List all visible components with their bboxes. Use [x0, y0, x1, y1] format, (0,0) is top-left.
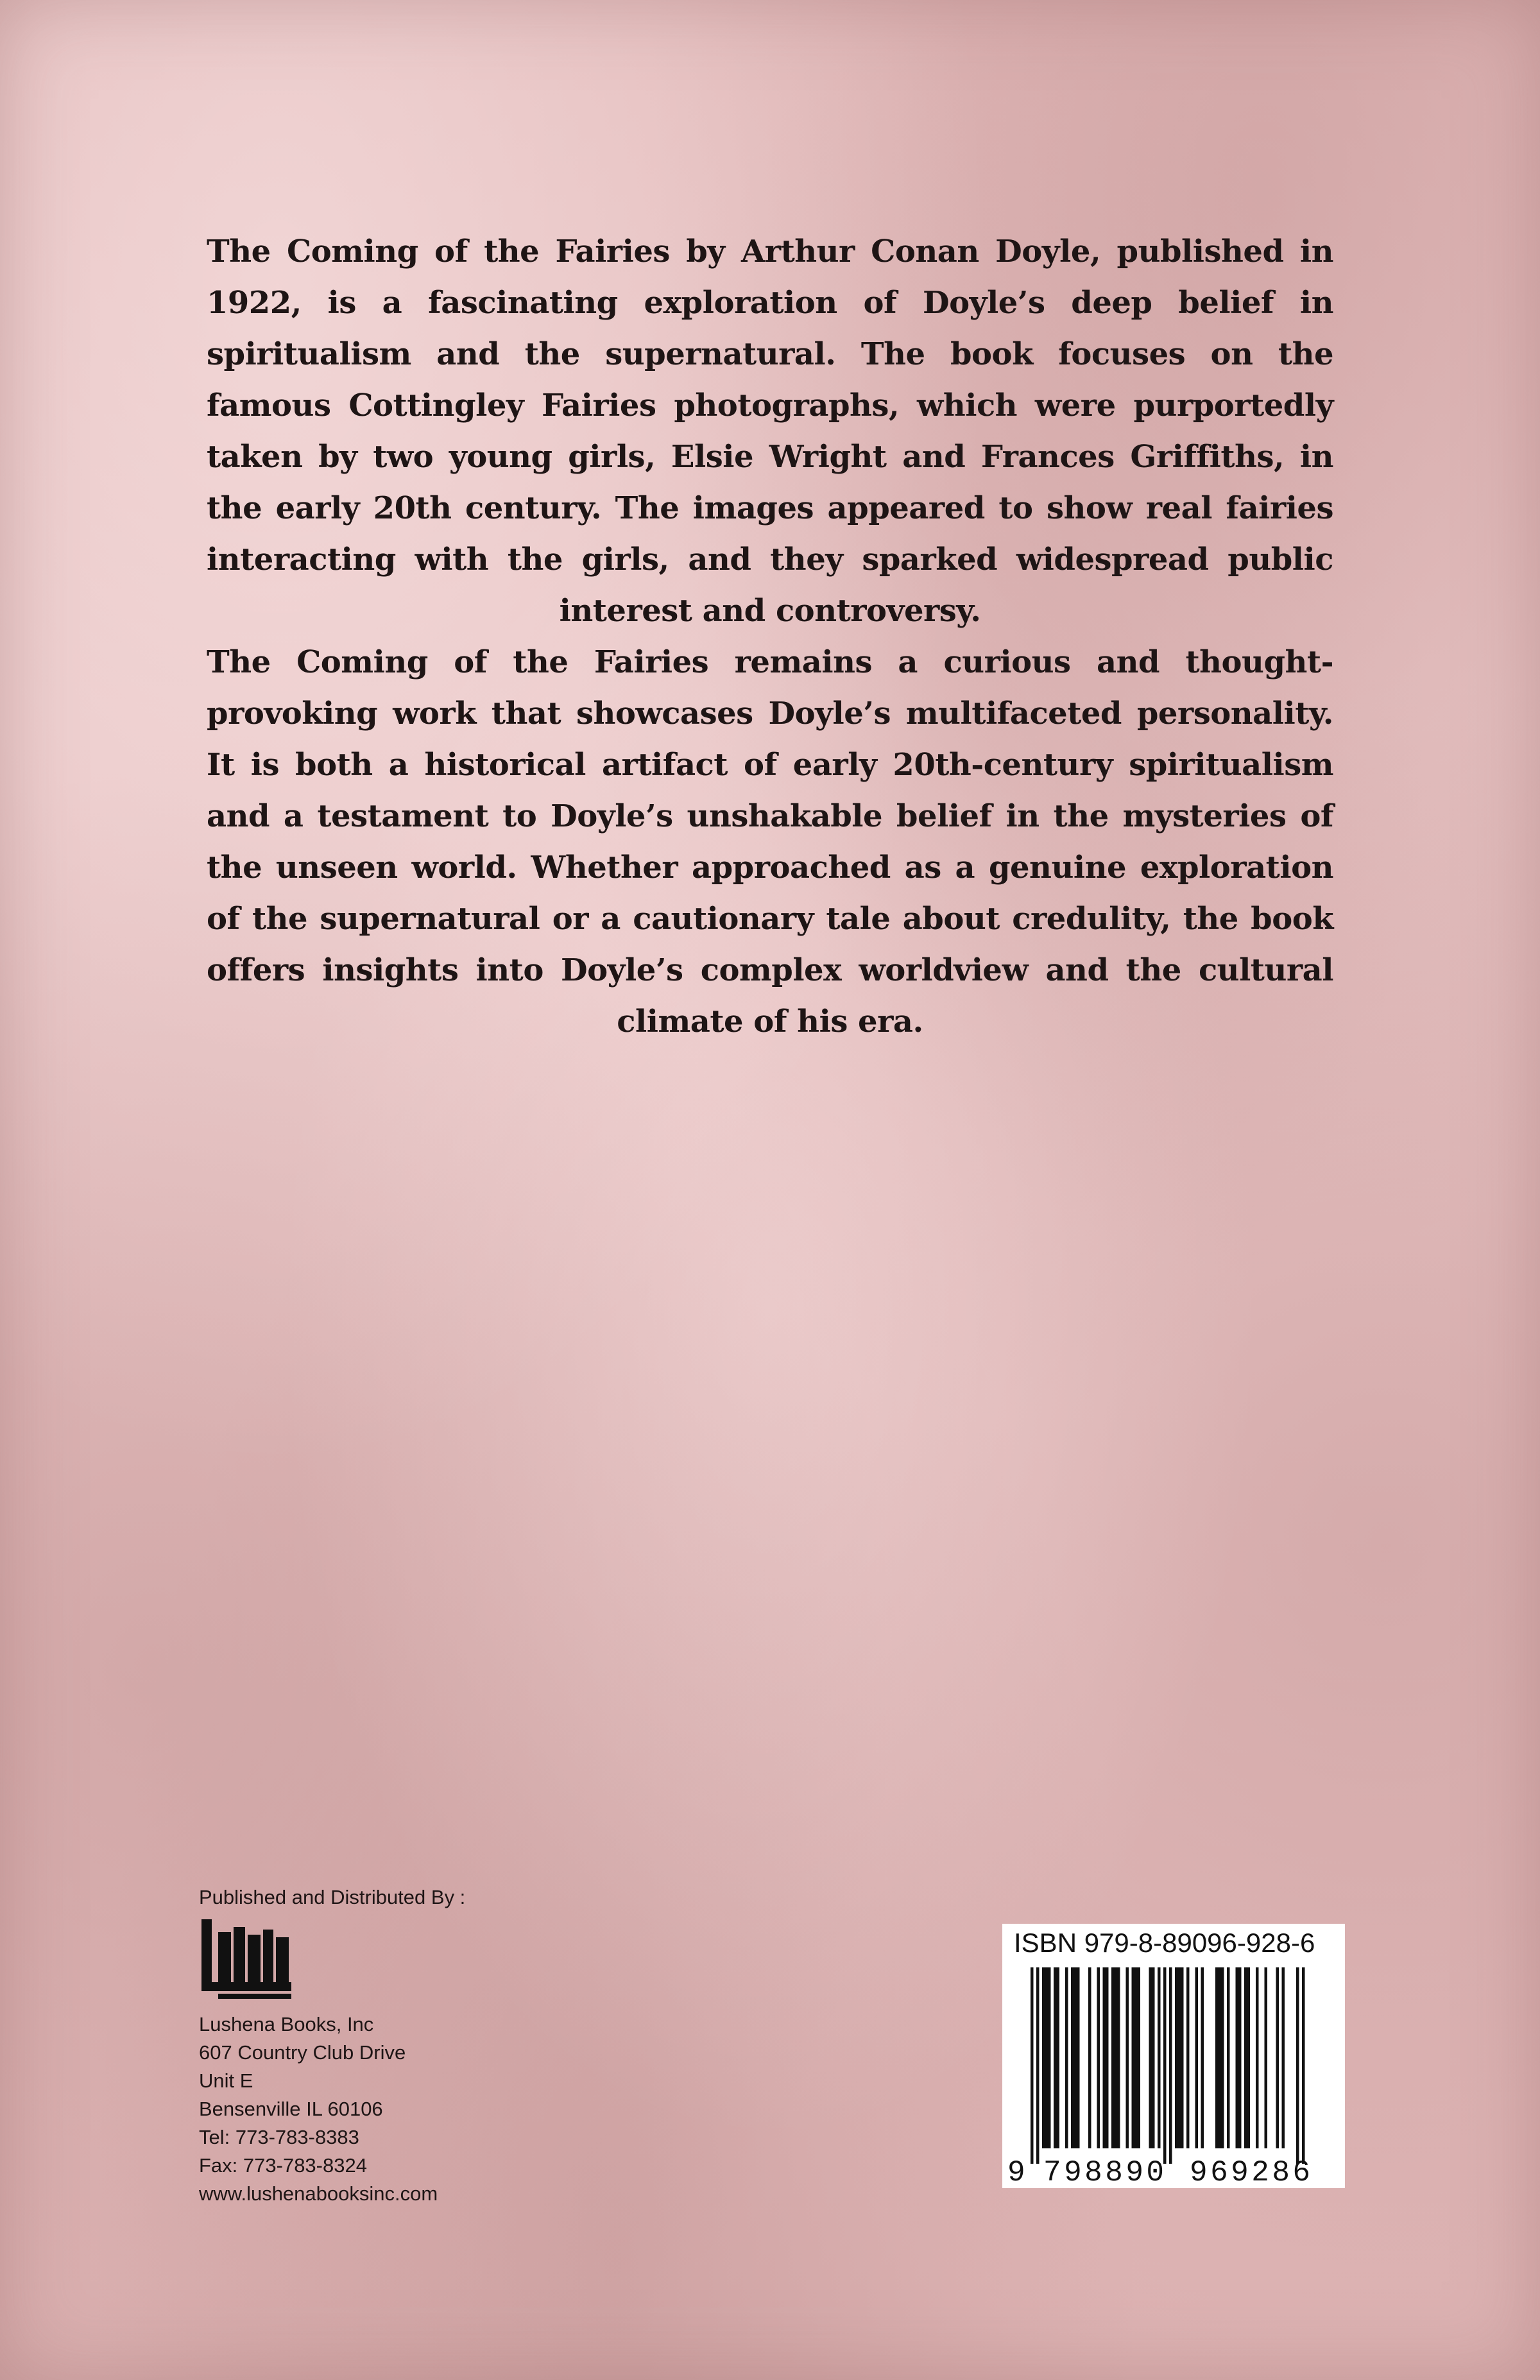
barcode-icon: [1002, 1962, 1345, 2188]
publisher-heading: Published and Distributed By :: [199, 1886, 466, 1908]
barcode-bar: [1132, 1967, 1135, 2148]
barcode-bar: [1138, 1967, 1141, 2148]
publisher-city: Bensenville IL 60106: [199, 2098, 383, 2120]
barcode-bar: [1215, 1967, 1219, 2148]
publisher-logo-icon: [199, 1918, 295, 2001]
barcode-bar: [1169, 1967, 1172, 2164]
isbn-label: ISBN 979-8-89096-928-6: [1014, 1928, 1315, 1958]
publisher-address-line-1: 607 Country Club Drive: [199, 2041, 406, 2064]
barcode-bar: [1097, 1967, 1100, 2148]
barcode-digits-lead: 9: [1007, 2156, 1025, 2188]
barcode-bar: [1238, 1967, 1242, 2148]
barcode-bar: [1158, 1967, 1161, 2148]
barcode-bar: [1175, 1967, 1178, 2148]
publisher-tel: Tel: 773-783-8383: [199, 2126, 359, 2148]
barcode-bar: [1048, 1967, 1051, 2148]
barcode-bar: [1186, 1967, 1190, 2148]
barcode-bar: [1244, 1967, 1247, 2148]
barcode-bar: [1227, 1967, 1230, 2148]
barcode-bar: [1077, 1967, 1080, 2148]
barcode-bar: [1126, 1967, 1129, 2148]
barcode-bar: [1115, 1967, 1118, 2148]
barcode-bar: [1302, 1967, 1305, 2164]
barcode-bar: [1117, 1967, 1120, 2148]
blurb-paragraph-2: The Coming of the Fairies remains a curious and thought-provoking work that showcases Doyle’s multifaceted personality. It is both a historical artifact of early 20th-century spiritualism and a testament to Doyle’s unshakable belief in the mysteries of the unseen world. Whether approached as a genuine exploration of the supernatural or a cautionary tale about credulity, the book offers insights into Doyle’s complex worldview and the cultural climate of his era.: [207, 644, 1333, 1040]
barcode-bar: [1057, 1967, 1060, 2148]
barcode-bar: [1134, 1967, 1138, 2148]
barcode-bar: [1031, 1967, 1034, 2164]
barcode-bar: [1111, 1967, 1115, 2148]
barcode-bar: [1181, 1967, 1184, 2148]
blurb-paragraph-1: The Coming of the Fairies by Arthur Conan Doyle, published in 1922, is a fascinating exploration of Doyle’s deep belief in spiritualism and the supernatural. The book focuses on the famous Cottingley Fairies photographs, which were purportedly taken by two young girls, Elsie Wright and Frances Griffiths, in the early 20th century. The images appeared to show real fairies interacting with the girls, and they sparked widespread public interest and controversy.: [207, 234, 1333, 629]
barcode-digits-left: 798890: [1043, 2156, 1164, 2188]
barcode-bar: [1071, 1967, 1074, 2148]
barcode-bar: [1088, 1967, 1091, 2148]
barcode-bar: [1201, 1967, 1204, 2148]
publisher-info: [199, 1883, 648, 2208]
barcode-bar: [1265, 1967, 1268, 2148]
publisher-address-line-2: Unit E: [199, 2069, 253, 2092]
barcode-bar: [1042, 1967, 1045, 2148]
barcode-bar: [1236, 1967, 1239, 2148]
publisher-website: www.lushenabooksinc.com: [199, 2182, 438, 2205]
barcode-bar: [1256, 1967, 1259, 2148]
barcode-bar: [1074, 1967, 1077, 2148]
barcode-bar: [1149, 1967, 1152, 2148]
barcode-bar: [1163, 1967, 1167, 2164]
barcode-bar: [1054, 1967, 1057, 2148]
barcode-bar: [1221, 1967, 1224, 2148]
barcode-bar: [1219, 1967, 1222, 2148]
barcode-bar: [1247, 1967, 1251, 2148]
barcode-bar: [1106, 1967, 1109, 2148]
barcode-bar: [1282, 1967, 1285, 2148]
isbn-barcode-box: [1002, 1924, 1345, 2188]
barcode-bar: [1296, 1967, 1299, 2164]
barcode-bar: [1276, 1967, 1279, 2148]
publisher-fax: Fax: 773-783-8324: [199, 2154, 367, 2177]
back-cover-blurb: [207, 226, 1333, 1047]
barcode-bar: [1036, 1967, 1040, 2164]
publisher-name: Lushena Books, Inc: [199, 2013, 374, 2035]
barcode-bar: [1103, 1967, 1106, 2148]
barcode-bar: [1045, 1967, 1048, 2148]
barcode-bar: [1178, 1967, 1181, 2148]
barcode-bar: [1152, 1967, 1155, 2148]
barcode-digits-right: 969286: [1190, 2156, 1310, 2188]
barcode-bar: [1195, 1967, 1199, 2148]
barcode-bar: [1065, 1967, 1068, 2148]
